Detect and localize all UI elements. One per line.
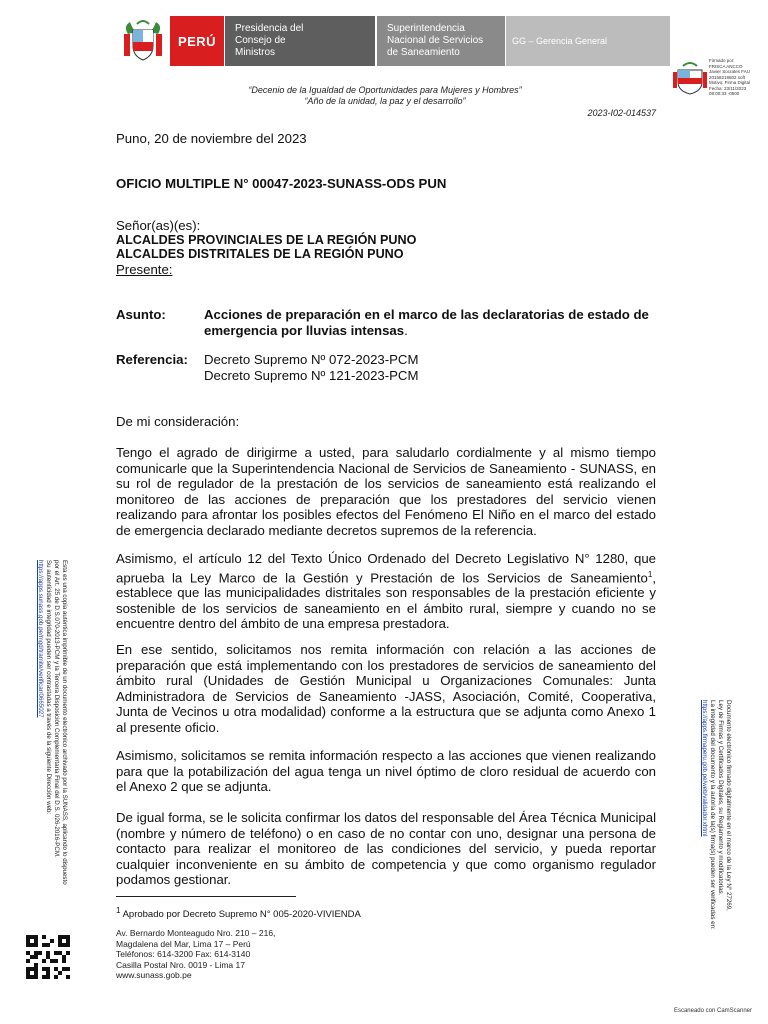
date-line: Puno, 20 de noviembre del 2023 — [116, 131, 307, 146]
gerencia-block — [506, 16, 670, 66]
digital-signature-line: La integridad del documento y la autoría de la(s) firma(s) pueden ser verificadas en: — [709, 700, 716, 930]
sunass-line: Superintendencia — [387, 23, 465, 34]
footnote-divider — [116, 896, 296, 897]
sunass-line: Nacional de Servicios — [387, 35, 484, 46]
peru-coat-of-arms-icon — [118, 16, 168, 64]
greeting: De mi consideración: — [116, 414, 240, 429]
signature-line: FRISCA ANCCO — [709, 63, 743, 69]
signature-details — [709, 58, 764, 97]
country-label: PERÚ — [177, 33, 217, 49]
verify-link[interactable]: https://apps.sunass.gob.pe/mgd/tramite/verificar/0665027 — [37, 560, 44, 718]
motto-line-2: “Año de la unidad, la paz y el desarrollo” — [304, 96, 466, 106]
authenticity-note — [36, 560, 68, 940]
pcm-block — [225, 16, 375, 66]
footnote — [116, 906, 361, 920]
motto-line-1: “Decenio de la Igualdad de Oportunidades para Mujeres y Hombres” — [248, 85, 522, 95]
reference-label: Referencia: — [116, 352, 188, 367]
sunass-block — [377, 16, 505, 66]
pcm-line: Consejo de — [235, 35, 286, 46]
signature-line: Motivo: Firma Digital — [709, 80, 751, 85]
address-line: Casilla Postal Nro. 0019 - Lima 17 — [116, 959, 245, 970]
document-code: 2023-I02-014537 — [587, 108, 656, 118]
address-line: Av. Bernardo Monteagudo Nro. 210 – 216, — [116, 928, 276, 938]
subject-text-content: Acciones de preparación en el marco de las declaratorias de estado de emergencia por lluvias intensas — [204, 307, 649, 338]
pcm-line: Presidencia del — [235, 23, 304, 34]
authenticity-line: por el Art. 25 de D.S.070-2013-PCM y la Tercera Disposición Complementaria Final del D.S. 026-2016-PCM. — [53, 560, 60, 858]
footnote-mark: 1 — [116, 906, 121, 915]
subject-label: Asunto: — [116, 307, 166, 322]
signature-line: Fecha: 23/11/2023 — [709, 85, 747, 91]
recipient-presente: Presente: — [116, 262, 173, 277]
digital-signature-line: Ley de Firmas y Certificados Digitales, su Reglamento y modificatorias. — [717, 700, 724, 896]
signature-line: 08:00:33 -0500 — [709, 91, 740, 96]
document-title: OFICIO MULTIPLE N° 00047-2023-SUNASS-ODS PUN — [116, 176, 447, 191]
reference-line-2: Decreto Supremo Nº 121-2023-PCM — [204, 368, 419, 383]
website-link[interactable]: www.sunass.gob.pe — [116, 970, 192, 980]
address-line: Magdalena del Mar, Lima 17 – Perú — [116, 938, 251, 949]
footnote-text: Aprobado por Decreto Supremo N° 005-2020-VIVIENDA — [122, 909, 361, 921]
peru-brand-block — [170, 16, 224, 66]
signature-line: Firmado por: — [709, 58, 735, 63]
paragraph-2-part-a: Asimismo, el artículo 12 del Texto Único Ordenado del Decreto Legislativo N° 1280, que aprueba la Ley Marco de la Gestión y Prestación de los Servicios de Saneamiento — [116, 551, 656, 585]
paragraph-2 — [116, 551, 656, 632]
gerencia-label: GG – Gerencia General — [512, 36, 608, 46]
sunass-line: de Saneamiento — [387, 47, 460, 58]
subject-text: Acciones de preparación en el marco de las declaratorias de estado de emergencia por lluvias intensas. — [204, 307, 649, 338]
signature-line: 20158219602 soft — [709, 74, 746, 80]
scanner-watermark: Escaneado con CamScanner — [673, 1008, 752, 1014]
address-block — [116, 928, 275, 981]
paragraph-1: Tengo el agrado de dirigirme a usted, para saludarlo cordialmente y al mismo tiempo comunicarle que la Superintendencia Nacional de Servicios de Saneamiento - SUNASS, en su rol de regulador de la prestación de los servicios de saneamiento está realizando el monitoreo de las acciones de preparación que los prestadores del servicio vienen realizando para afrontar los posibles efectos del Fenómeno El Niño en el marco del estado de emergencia declarado mediante decretos supremos de la referencia. — [116, 445, 656, 538]
footnote-ref: 1 — [647, 569, 653, 579]
digital-signature-line: Documento electrónico firmado digitalmente en el marco de la Ley N° 27269, — [725, 700, 732, 911]
paragraph-2-part-b: , establece que las municipalidades distritales son responsables de la prestación eficiente y sostenible de los servicios de saneamiento en el ámbito rural, siempre y cuando no se encuentre dentro del ámbito de una empresa prestadora. — [116, 569, 656, 632]
address-line: Teléfonos: 614-3200 Fax: 614-3140 — [116, 949, 251, 959]
recipient-line-1: ALCALDES PROVINCIALES DE LA REGIÓN PUNO — [116, 233, 417, 247]
authenticity-line: Su autenticidad e integridad pueden ser contrastadas a través de la siguiente Dirección web: — [45, 560, 52, 815]
signature-line: Javier Socrates FAU — [709, 69, 751, 74]
qr-code-icon — [26, 935, 70, 979]
authenticity-line: Esta es una copia auténtica imprimible de un documento electrónico archivado por la SUNASS, aplicando lo dispuesto — [61, 560, 68, 885]
paragraph-3: En ese sentido, solicitamos nos remita información con relación a las acciones de preparación que está implementando con los prestadores de servicios de saneamiento del ámbito rural (Unidades de Gestión Municipal u Organizaciones Comunales: Junta Administradora de Servicios de Saneamiento -JASS, Asociación, Comité, Cooperativa, Junta de Vecinos u otra modalidad) conforme a la estructura que se adjunta como Anexo 1 al presente oficio. — [116, 642, 656, 735]
paragraph-5: De igual forma, se le solicita confirmar los datos del responsable del Área Técnica Municipal (nombre y número de teléfono) o en caso de no contar con uno, designar una persona de contacto para realizar el monitoreo de las condiciones del servicio, y pueda reportar cualquier inconveniente en su ámbito de competencia y que como organismo regulador podamos gestionar. — [116, 810, 656, 887]
paragraph-4: Asimismo, solicitamos se remita información respecto a las acciones que vienen realizando para que la potabilización del agua tenga un nivel óptimo de cloro residual de acuerdo con el Anexo 2 que se adjunta. — [116, 748, 656, 794]
pcm-line: Ministros — [235, 47, 276, 58]
digital-signature-note — [700, 700, 732, 990]
recipient-salutation: Señor(as)(es): — [116, 218, 201, 233]
reference-line-1: Decreto Supremo Nº 072-2023-PCM — [204, 352, 419, 367]
signature-seal-icon — [672, 60, 708, 96]
recipient-line-2: ALCALDES DISTRITALES DE LA REGIÓN PUNO — [116, 247, 404, 261]
validator-link[interactable]: https://apps.firmaperu.gob.pe/web/validador.xhtml — [701, 700, 708, 837]
